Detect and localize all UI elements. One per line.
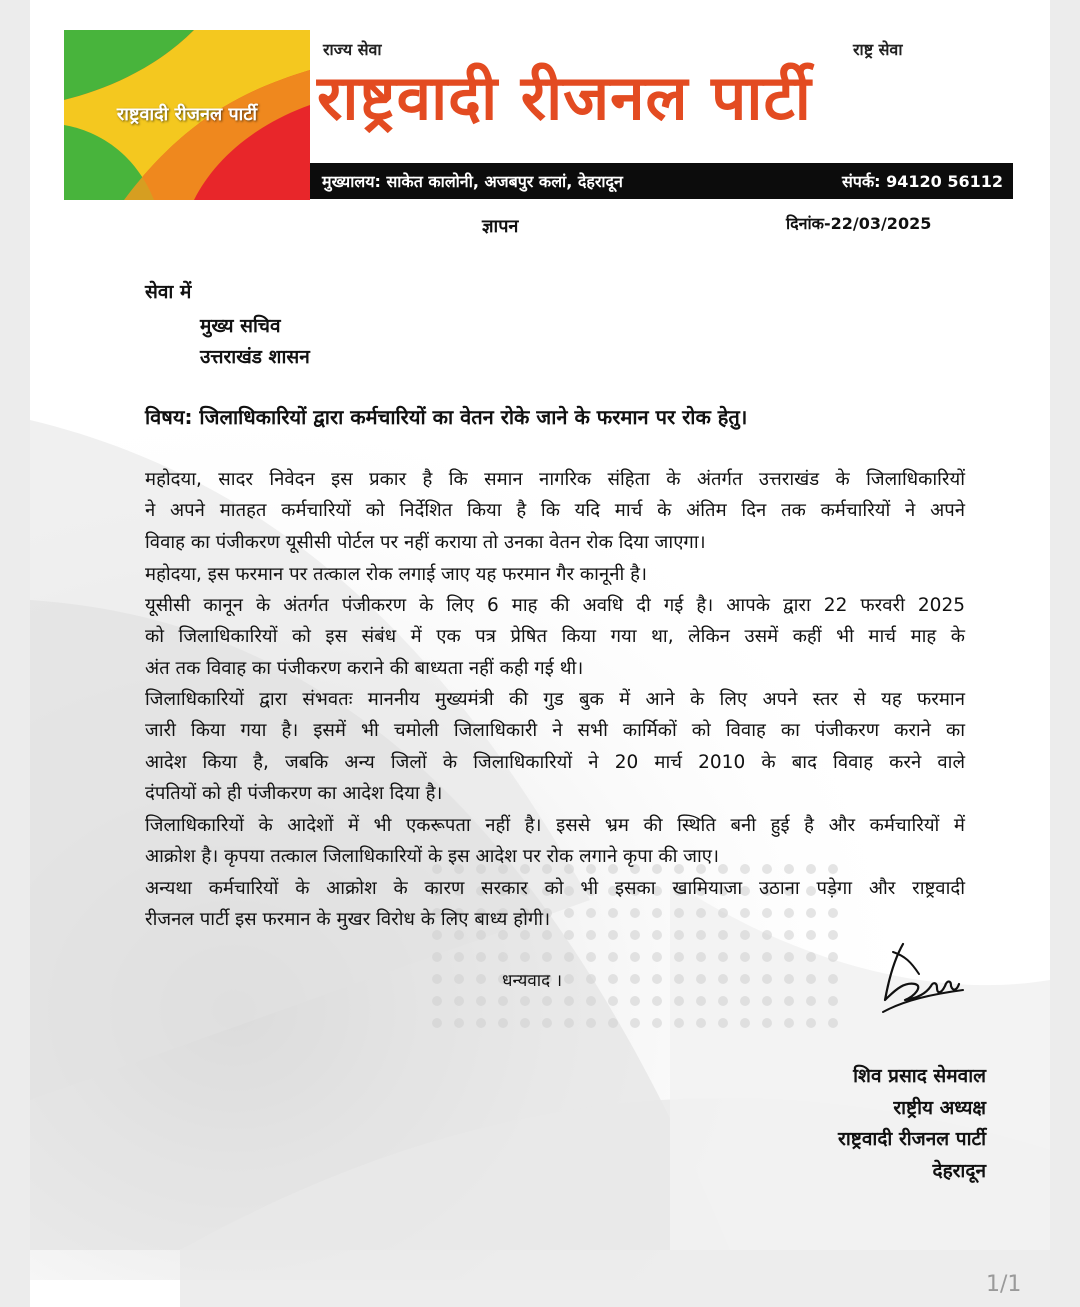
body-line: ने अपने मातहत कर्मचारियों को निर्देशित किया है कि यदि मार्च के अंतिम दिन तक कर्मचारियों ने अपने — [145, 500, 965, 521]
recipient-office: उत्तराखंड शासन — [200, 346, 310, 368]
body-line: जिलाधिकारियों के आदेशों में भी एकरूपता नहीं है। इससे भ्रम की स्थिति बनी हुई है और कर्मचारियों में — [145, 815, 965, 836]
body-line: दंपतियों को ही पंजीकरण का आदेश दिया है। — [145, 783, 443, 804]
body-line: अन्यथा कर्मचारियों के आक्रोश के कारण सरकार को भी इसका खामियाजा उठाना पड़ेगा और राष्ट्रवादी — [145, 878, 965, 899]
tagline-state-service: राज्य सेवा — [323, 40, 382, 59]
headquarters-address: मुख्यालय: साकेत कालोनी, अजबपुर कलां, देहरादून — [322, 172, 623, 191]
body-line: आक्रोश है। कृपया तत्काल जिलाधिकारियों के इस आदेश पर रोक लगाने कृपा की जाए। — [145, 846, 720, 867]
body-line: महोदया, इस फरमान पर तत्काल रोक लगाई जाए यह फरमान गैर कानूनी है। — [145, 564, 647, 585]
address-bar — [310, 163, 1013, 199]
recipient-designation: मुख्य सचिव — [200, 315, 281, 337]
body-line: को जिलाधिकारियों को इस संबंध में एक पत्र प्रेषित किया गया था, लेकिन उसमें कहीं भी मार्च माह के — [145, 626, 965, 647]
body-line: महोदया, सादर निवेदन इस प्रकार है कि समान नागरिक संहिता के अंतर्गत उत्तराखंड के जिलाधिकारियों — [145, 469, 965, 490]
logo-text: राष्ट्रवादी रीजनल पार्टी — [116, 104, 258, 125]
letter-subject: विषय: जिलाधिकारियों द्वारा कर्मचारियों का वेतन रोके जाने के फरमान पर रोक हेतु। — [145, 405, 748, 429]
body-line: जारी किया गया है। इसमें भी चमोली जिलाधिकारी ने सभी कार्मिकों को विवाह का पंजीकरण कराने का — [145, 720, 965, 741]
body-line: रीजनल पार्टी इस फरमान के मुखर विरोध के लिए बाध्य होगी। — [145, 909, 551, 930]
party-name-heading: राष्ट्रवादी रीजनल पार्टी — [317, 61, 812, 134]
signatory-name: शिव प्रसाद सेमवाल — [853, 1065, 986, 1087]
body-line: अंत तक विवाह का पंजीकरण कराने की बाध्यता नहीं कही गई थी। — [145, 658, 584, 679]
signatory-place: देहरादून — [932, 1160, 986, 1182]
body-line: यूसीसी कानून के अंतर्गत पंजीकरण के लिए 6 माह की अवधि दी गई है। आपके द्वारा 22 फरवरी 2025 — [145, 595, 965, 616]
letter-date: दिनांक-22/03/2025 — [786, 214, 932, 233]
page-indicator: 1/1 — [986, 1272, 1022, 1297]
memorandum-heading: ज्ञापन — [482, 216, 519, 237]
closing-thanks: धन्यवाद । — [502, 971, 563, 991]
recipient-salutation: सेवा में — [145, 281, 192, 303]
tagline-nation-service: राष्ट्र सेवा — [853, 40, 903, 59]
handwritten-signature — [875, 938, 965, 1028]
body-line: जिलाधिकारियों द्वारा संभवतः माननीय मुख्यमंत्री की गुड बुक में आने के लिए अपने स्तर से यह फरमान — [145, 689, 965, 710]
letter-page — [30, 0, 1050, 1307]
body-line: विवाह का पंजीकरण यूसीसी पोर्टल पर नहीं कराया तो उनका वेतन रोक दिया जाएगा। — [145, 532, 706, 553]
signatory-party: राष्ट्रवादी रीजनल पार्टी — [838, 1128, 986, 1150]
party-logo — [64, 30, 310, 200]
body-line: आदेश किया है, जबकि अन्य जिलों के जिलाधिकारियों ने 20 मार्च 2010 के बाद विवाह करने वाले — [145, 752, 965, 773]
contact-number: संपर्क: 94120 56112 — [841, 172, 1003, 191]
signatory-title: राष्ट्रीय अध्यक्ष — [893, 1097, 986, 1119]
